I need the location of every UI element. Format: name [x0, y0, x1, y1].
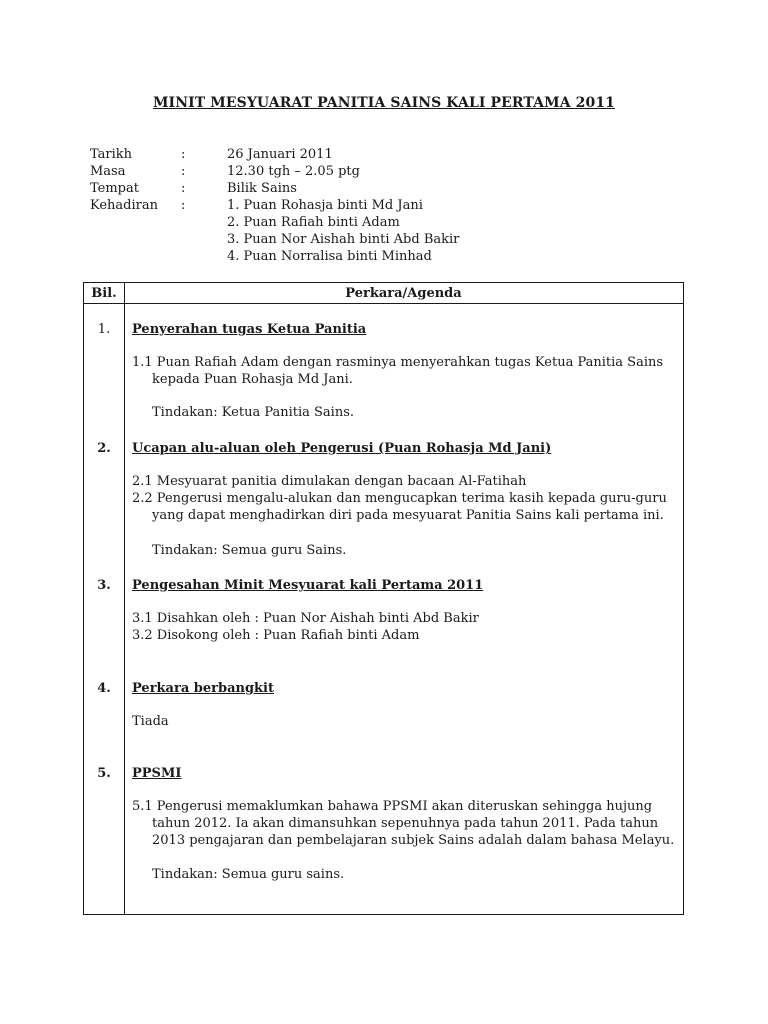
item-number: 3. [97, 578, 111, 593]
item-title: Ucapan alu-aluan oleh Pengerusi (Puan Rohasja Md Jani) [132, 441, 552, 456]
tempat-value: Bilik Sains [227, 181, 297, 196]
item-tindakan: Tindakan: Semua guru Sains. [152, 543, 347, 558]
item-title: PPSMI [132, 766, 182, 781]
item-line: kepada Puan Rohasja Md Jani. [152, 372, 353, 387]
header-divider [84, 303, 683, 304]
colon: : [181, 198, 186, 213]
colon: : [181, 147, 186, 162]
agenda-table [83, 282, 684, 915]
kehadiran-item: 3. Puan Nor Aishah binti Abd Bakir [227, 232, 460, 247]
document-title: MINIT MESYUARAT PANITIA SAINS KALI PERTAMA 2011 [152, 95, 616, 111]
info-row-tarikh [90, 146, 650, 163]
item-number: 4. [97, 681, 111, 696]
kehadiran-item: 1. Puan Rohasja binti Md Jani [227, 198, 423, 213]
info-row-kehadiran [90, 197, 650, 214]
info-row-kehadiran [90, 231, 650, 248]
item-line: 3.2 Disokong oleh : Puan Rafiah binti Adam [132, 628, 420, 643]
item-line: Tiada [132, 714, 169, 729]
tarikh-label: Tarikh [90, 147, 133, 162]
kehadiran-label: Kehadiran [90, 198, 158, 213]
item-line: 2013 pengajaran dan pembelajaran subjek Sains adalah dalam bahasa Melayu. [152, 833, 675, 848]
masa-label: Masa [90, 164, 126, 179]
tarikh-value: 26 Januari 2011 [227, 147, 333, 162]
item-line: tahun 2012. Ia akan dimansuhkan sepenuhnya pada tahun 2011. Pada tahun [152, 816, 659, 831]
header-perkara: Perkara/Agenda [345, 286, 462, 301]
item-tindakan: Tindakan: Semua guru sains. [152, 867, 345, 882]
item-line: 3.1 Disahkan oleh : Puan Nor Aishah binti Abd Bakir [132, 611, 479, 626]
kehadiran-item: 2. Puan Rafiah binti Adam [227, 215, 400, 230]
item-title: Pengesahan Minit Mesyuarat kali Pertama 2011 [132, 578, 484, 593]
item-number: 5. [97, 766, 111, 781]
item-tindakan: Tindakan: Ketua Panitia Sains. [152, 405, 355, 420]
meeting-info [90, 146, 650, 265]
masa-value: 12.30 tgh – 2.05 ptg [227, 164, 360, 179]
colon: : [181, 181, 186, 196]
tempat-label: Tempat [90, 181, 139, 196]
header-bil: Bil. [91, 286, 117, 301]
item-title: Perkara berbangkit [132, 681, 274, 696]
item-number: 1. [97, 322, 111, 337]
info-row-kehadiran [90, 214, 650, 231]
item-line: 1.1 Puan Rafiah Adam dengan rasminya menyerahkan tugas Ketua Panitia Sains [132, 355, 664, 370]
info-row-masa [90, 163, 650, 180]
info-row-kehadiran [90, 248, 650, 265]
column-divider [124, 283, 125, 914]
info-row-tempat [90, 180, 650, 197]
item-number: 2. [97, 441, 111, 456]
item-line: yang dapat menghadirkan diri pada mesyuarat Panitia Sains kali pertama ini. [152, 508, 664, 523]
item-line: 2.1 Mesyuarat panitia dimulakan dengan bacaan Al-Fatihah [132, 474, 527, 489]
item-line: 2.2 Pengerusi mengalu-alukan dan mengucapkan terima kasih kepada guru-guru [132, 491, 667, 506]
item-line: 5.1 Pengerusi memaklumkan bahawa PPSMI akan diteruskan sehingga hujung [132, 799, 653, 814]
colon: : [181, 164, 186, 179]
kehadiran-item: 4. Puan Norralisa binti Minhad [227, 249, 432, 264]
item-title: Penyerahan tugas Ketua Panitia [132, 322, 367, 337]
